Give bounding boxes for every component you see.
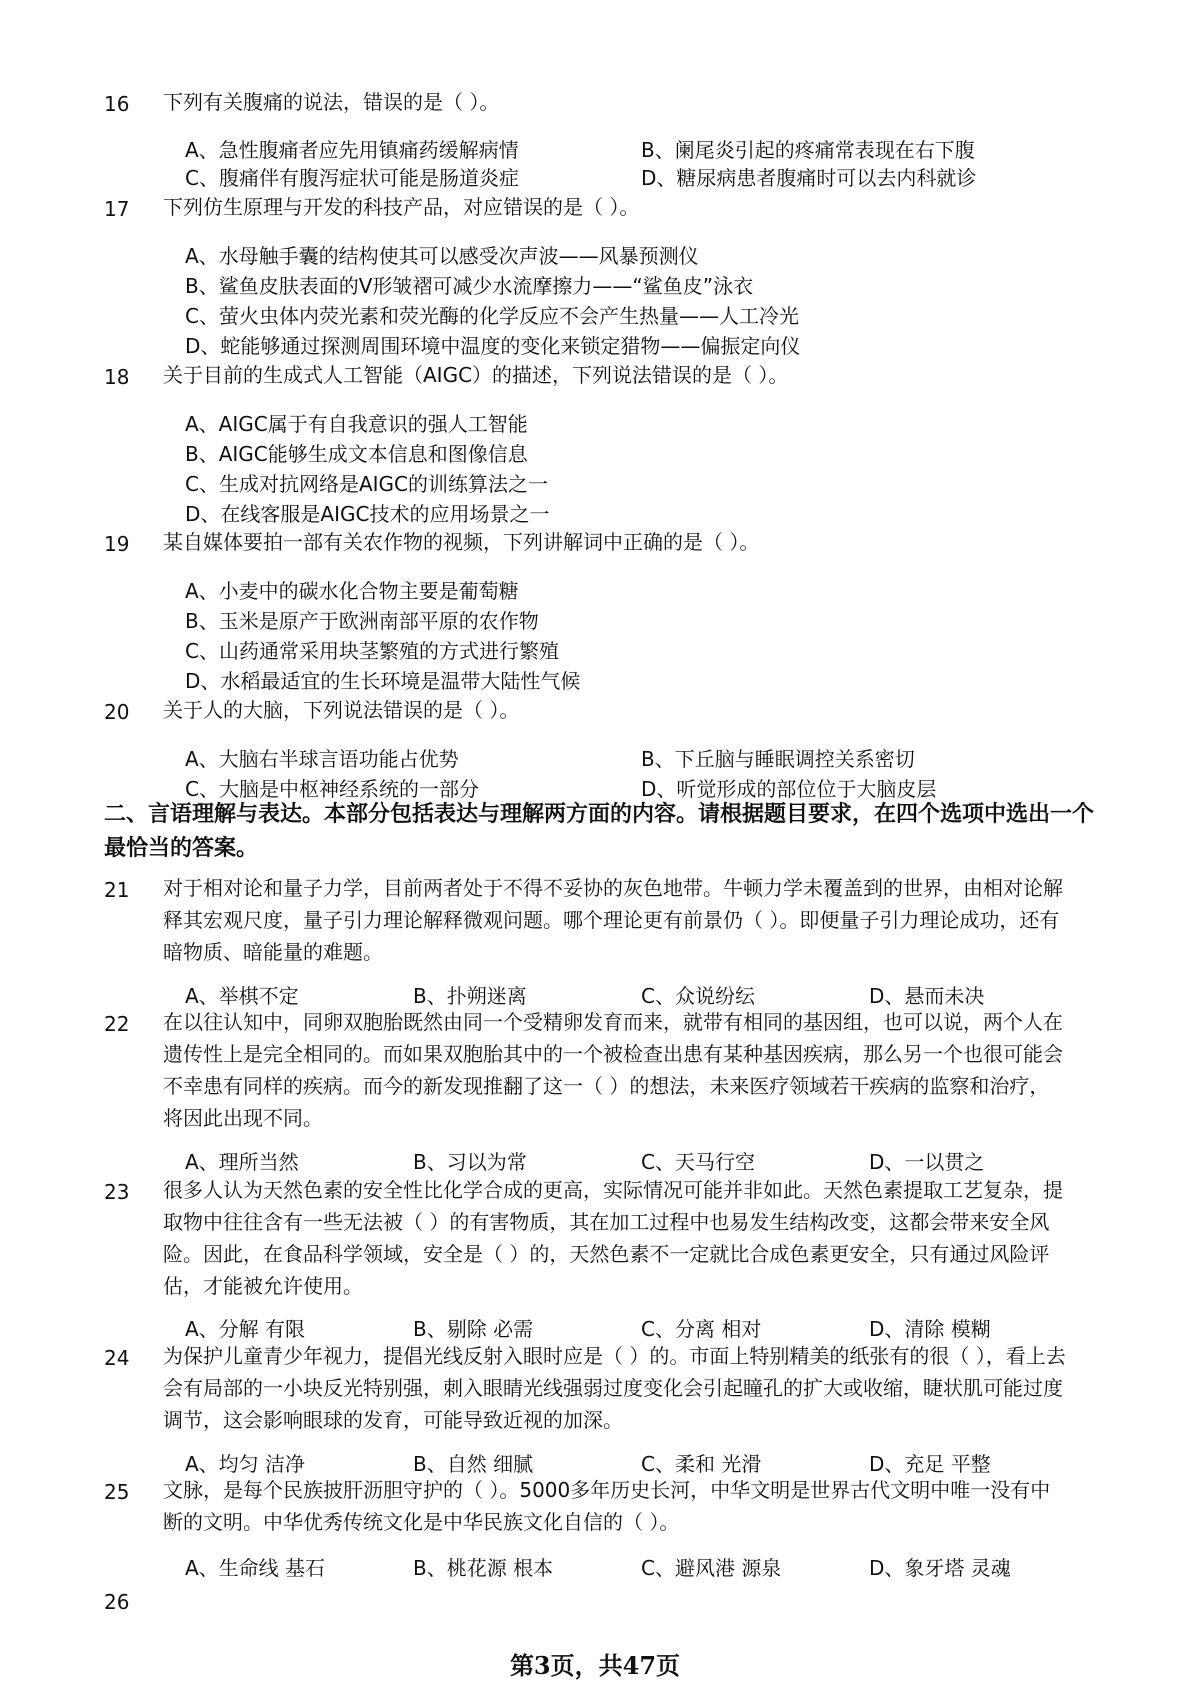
- option: A、均匀 洁净: [185, 1452, 306, 1476]
- option: B、自然 细腻: [413, 1452, 534, 1476]
- option: B、AIGC能够生成文本信息和图像信息: [185, 442, 528, 466]
- option: B、剔除 必需: [413, 1317, 534, 1341]
- option: D、象牙塔 灵魂: [869, 1556, 1011, 1580]
- option: D、糖尿病患者腹痛时可以去内科就诊: [641, 166, 977, 190]
- option: B、桃花源 根本: [413, 1556, 554, 1580]
- question-number: 19: [104, 532, 130, 556]
- question-number: 20: [104, 700, 130, 724]
- option: C、山药通常采用块茎繁殖的方式进行繁殖: [185, 639, 559, 663]
- option: B、玉米是原产于欧洲南部平原的农作物: [185, 609, 539, 633]
- question-number: 17: [104, 197, 130, 221]
- question-number: 25: [104, 1480, 130, 1504]
- option: B、阑尾炎引起的疼痛常表现在右下腹: [641, 138, 975, 162]
- question-stem: 文脉，是每个民族披肝沥胆守护的（ ）。5000多年历史长河，中华文明是世界古代文明中唯一没有中断的文明。中华优秀传统文化是中华民族文化自信的（ ）。: [163, 1478, 1051, 1534]
- option: A、举棋不定: [185, 984, 299, 1008]
- option: D、清除 模糊: [869, 1317, 991, 1341]
- option: D、蛇能够通过探测周围环境中温度的变化来锁定猎物——偏振定向仪: [185, 334, 801, 358]
- option: D、在线客服是AIGC技术的应用场景之一: [185, 502, 550, 526]
- question-stem: 关于目前的生成式人工智能（AIGC）的描述，下列说法错误的是（ ）。: [163, 363, 789, 387]
- question-number: 16: [104, 92, 130, 116]
- section-heading: 二、言语理解与表达。本部分包括表达与理解两方面的内容。请根据题目要求，在四个选项中选出一个最恰当的答案。: [104, 802, 1095, 861]
- option: B、下丘脑与睡眠调控关系密切: [641, 747, 915, 771]
- option: A、急性腹痛者应先用镇痛药缓解病情: [185, 138, 519, 162]
- option: C、避风港 源泉: [641, 1556, 782, 1580]
- option: A、生命线 基石: [185, 1556, 326, 1580]
- option: C、众说纷纭: [641, 984, 755, 1008]
- option: B、鲨鱼皮肤表面的V形皱褶可减少水流摩擦力——“鲨鱼皮”泳衣: [185, 274, 754, 298]
- option: C、腹痛伴有腹泻症状可能是肠道炎症: [185, 166, 519, 190]
- question-stem: 很多人认为天然色素的安全性比化学合成的更高，实际情况可能并非如此。天然色素提取工艺复杂，提取物中往往含有一些无法被（ ）的有害物质，其在加工过程中也易发生结构改变，这都会带来安全风险。因此，在食品科学领域，安全是（ ）的，天然色素不一定就比合成色素更安全，只有通过风险评估，才能被允许使用。: [163, 1178, 1063, 1298]
- question-stem: 下列有关腹痛的说法，错误的是（ ）。: [163, 90, 500, 114]
- option: D、悬而未决: [869, 984, 985, 1008]
- question-stem: 某自媒体要拍一部有关农作物的视频，下列讲解词中正确的是（ ）。: [163, 530, 760, 554]
- question-stem: 在以往认知中，同卵双胞胎既然由同一个受精卵发育而来，就带有相同的基因组，也可以说，两个人在遗传性上是完全相同的。而如果双胞胎其中的一个被检查出患有某种基因疾病，那么另一个也很可能会不幸患有同样的疾病。而今的新发现推翻了这一（ ）的想法，未来医疗领域若干疾病的监察和治疗，将因此出现不同。: [163, 1010, 1063, 1130]
- question-stem: 关于人的大脑，下列说法错误的是（ ）。: [163, 698, 520, 722]
- option: C、柔和 光滑: [641, 1452, 762, 1476]
- option: C、天马行空: [641, 1150, 755, 1174]
- option: A、理所当然: [185, 1150, 299, 1174]
- question-number: 24: [104, 1346, 130, 1370]
- option: A、AIGC属于有自我意识的强人工智能: [185, 412, 528, 436]
- option: B、扑朔迷离: [413, 984, 527, 1008]
- option: D、一以贯之: [869, 1150, 985, 1174]
- option: C、大脑是中枢神经系统的一部分: [185, 777, 479, 801]
- option: D、充足 平整: [869, 1452, 991, 1476]
- question-stem: 对于相对论和量子力学，目前两者处于不得不妥协的灰色地带。牛顿力学未覆盖到的世界，由相对论解释其宏观尺度，量子引力理论解释微观问题。哪个理论更有前景仍（ ）。即便量子引力理论成功，还有暗物质、暗能量的难题。: [163, 876, 1063, 964]
- question-number: 22: [104, 1012, 130, 1036]
- option: A、分解 有限: [185, 1317, 306, 1341]
- option: A、小麦中的碳水化合物主要是葡萄糖: [185, 579, 519, 603]
- option: C、生成对抗网络是AIGC的训练算法之一: [185, 472, 549, 496]
- option: D、听觉形成的部位位于大脑皮层: [641, 777, 937, 801]
- option: B、习以为常: [413, 1150, 527, 1174]
- question-stem: 为保护儿童青少年视力，提倡光线反射入眼时应是（ ）的。市面上特别精美的纸张有的很（ ），看上去会有局部的一小块反光特别强，刺入眼睛光线强弱过度变化会引起瞳孔的扩大或收缩，睫状肌可能过度调节，这会影响眼球的发育，可能导致近视的加深。: [163, 1344, 1066, 1432]
- option: D、水稻最适宜的生长环境是温带大陆性气候: [185, 669, 581, 693]
- question-number: 26: [104, 1590, 130, 1614]
- option: C、萤火虫体内荧光素和荧光酶的化学反应不会产生热量——人工冷光: [185, 304, 799, 328]
- question-number: 18: [104, 365, 130, 389]
- option: A、大脑右半球言语功能占优势: [185, 747, 459, 771]
- question-stem: 下列仿生原理与开发的科技产品，对应错误的是（ ）。: [163, 195, 640, 219]
- page-footer: 第3页，共47页: [509, 1651, 681, 1680]
- question-number: 21: [104, 878, 130, 902]
- option: A、水母触手囊的结构使其可以感受次声波——风暴预测仪: [185, 244, 699, 268]
- option: C、分离 相对: [641, 1317, 762, 1341]
- question-number: 23: [104, 1180, 130, 1204]
